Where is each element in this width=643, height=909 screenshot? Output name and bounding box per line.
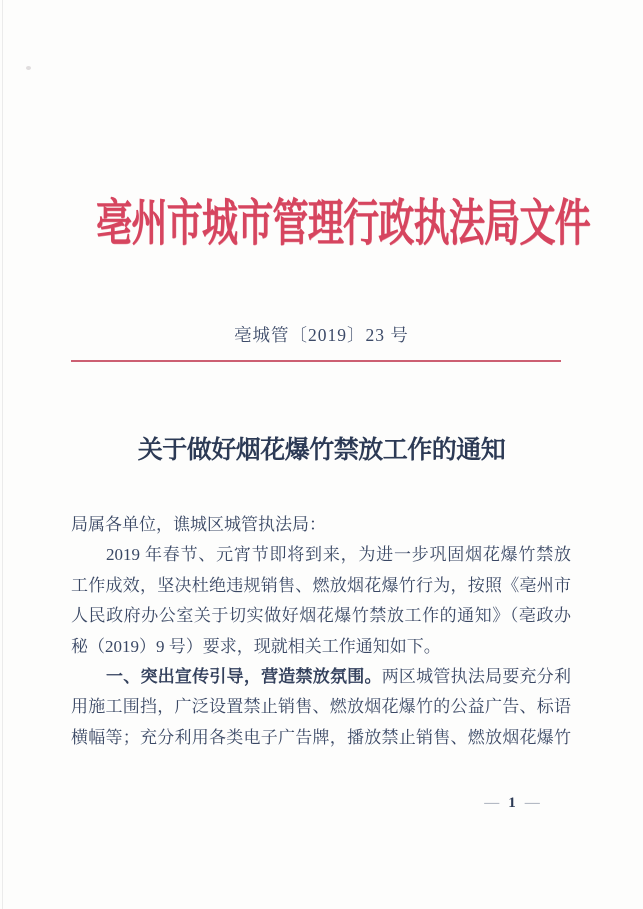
body-line — [71, 571, 571, 601]
body-line — [71, 723, 571, 753]
body-text: 秘（2019）9 号）要求，现就相关工作通知如下。 — [71, 636, 441, 656]
document-title: 关于做好烟花爆竹禁放工作的通知 — [137, 437, 506, 464]
body-line — [71, 601, 571, 631]
body-text: 横幅等；充分利用各类电子广告牌，播放禁止销售、燃放烟花爆竹 — [71, 727, 571, 747]
body-line — [71, 540, 571, 570]
document-number: 亳城管〔2019〕23 号 — [234, 325, 409, 345]
document-body — [71, 510, 571, 753]
body-line — [71, 692, 571, 722]
body-line — [71, 632, 571, 662]
scan-speck-artifact — [26, 66, 31, 70]
page-number-dash-left: — — [484, 795, 500, 811]
body-text: 两区城管执法局要充分利 — [381, 667, 572, 687]
body-text: 局属各单位，谯城区城管执法局： — [71, 515, 326, 534]
body-text: 人民政府办公室关于切实做好烟花爆竹禁放工作的通知》（亳政办 — [71, 606, 571, 626]
body-text: 工作成效，坚决杜绝违规销售、燃放烟花爆竹行为，按照《亳州市 — [71, 575, 571, 595]
page-number-dash-right: — — [524, 795, 540, 811]
body-text: 用施工围挡，广泛设置禁止销售、燃放烟花爆竹的公益广告、标语 — [71, 697, 571, 717]
page-number-value: 1 — [508, 795, 516, 811]
red-divider-line — [71, 360, 561, 362]
section-heading-text: 一、突出宣传引导，营造禁放氛围。 — [106, 667, 382, 687]
agency-title: 亳州市城市管理行政执法局文件 — [96, 195, 590, 251]
page-number — [462, 795, 562, 812]
body-line-section-heading — [71, 662, 571, 692]
body-text: 2019 年春节、元宵节即将到来，为进一步巩固烟花爆竹禁放 — [106, 545, 571, 565]
red-letterhead — [0, 193, 643, 253]
body-line-salutation — [71, 510, 571, 540]
